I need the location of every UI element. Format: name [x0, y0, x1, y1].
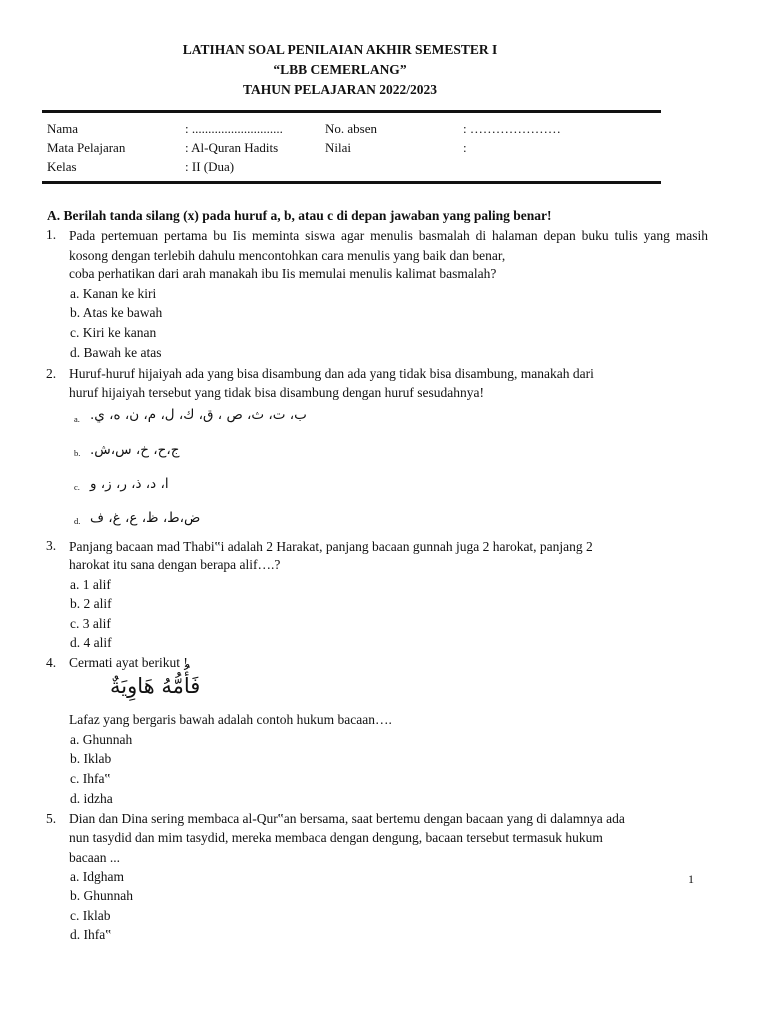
- q3-option-d: d. 4 alif: [70, 635, 112, 650]
- q2-option-d-letter: d.: [74, 516, 81, 526]
- q4-ayat-arabic: فَأُمُّهُ هَاوِيَةٌ: [110, 674, 201, 698]
- q3-option-a: a. 1 alif: [70, 577, 111, 592]
- q4-option-d: d. idzha: [70, 791, 113, 806]
- section-a-instruction: A. Berilah tanda silang (x) pada huruf a, b, atau c di depan jawaban yang paling benar!: [47, 208, 552, 223]
- header-divider-bottom: [42, 181, 661, 184]
- nilai-field: :: [463, 140, 467, 155]
- exam-title: LATIHAN SOAL PENILAIAN AKHIR SEMESTER I: [182, 42, 498, 57]
- q4-option-a: a. Ghunnah: [70, 732, 133, 747]
- kelas-value: : II (Dua): [185, 159, 235, 174]
- q1-option-c: c. Kiri ke kanan: [70, 325, 157, 340]
- absen-label: No. absen: [325, 121, 377, 136]
- q4-number: 4.: [46, 655, 57, 670]
- q2-text-line1: Huruf-huruf hijaiyah ada yang bisa disambung dan ada yang tidak bisa disambung, manakah dari: [69, 366, 594, 381]
- q3-text-line2: harokat itu sana dengan berapa alif….?: [69, 557, 281, 572]
- q5-text-line1: Dian dan Dina sering membaca al-Qur‟an bersama, saat bertemu dengan bacaan yang di dalamnya ada: [69, 811, 625, 826]
- nilai-label: Nilai: [325, 140, 351, 155]
- q2-option-c-letter: c.: [74, 482, 80, 492]
- absen-field: : …………………: [463, 121, 561, 136]
- q2-option-d-arabic: ض،ط، ظ، ع، غ، ف: [90, 510, 201, 526]
- q2-option-a-arabic: ب، ت، ث، ص ، ق، ك، ل، م، ن، ه، ي.: [90, 407, 307, 423]
- academic-year: TAHUN PELAJARAN 2022/2023: [242, 82, 437, 97]
- q1-text: Pada pertemuan pertama bu Iis meminta siswa agar menulis basmalah di halaman depan buku tulis yang masih kosong dengan terlebih dahulu mencontohkan cara menulis yang baik dan benar,: [69, 228, 708, 263]
- q5-text-line2: nun tasydid dan mim tasydid, mereka membaca dengan dengung, bacaan tersebut termasuk hukum: [69, 830, 603, 845]
- mapel-value: : Al-Quran Hadits: [185, 140, 279, 155]
- institution-name: “LBB CEMERLANG”: [273, 62, 407, 77]
- q3-option-c: c. 3 alif: [70, 616, 111, 631]
- q2-option-b-arabic: ج،ح، خ، س،ش.: [90, 442, 180, 458]
- q3-text-line1: Panjang bacaan mad Thabi‟i adalah 2 Harakat, panjang bacaan gunnah juga 2 harokat, panjang 2: [69, 539, 593, 554]
- page-number: 1: [688, 872, 694, 886]
- q5-option-c: c. Iklab: [70, 908, 111, 923]
- q2-text-line2: huruf hijaiyah tersebut yang tidak bisa disambung dengan huruf sesudahnya!: [69, 385, 485, 400]
- q3-option-b: b. 2 alif: [70, 596, 112, 611]
- kelas-label: Kelas: [47, 159, 77, 174]
- q5-option-a: a. Idgham: [70, 869, 124, 884]
- q4-option-c: c. Ihfa‟: [70, 771, 111, 786]
- q5-option-d: d. Ihfa‟: [70, 927, 112, 942]
- q4-text-line1: Cermati ayat berikut !: [69, 655, 188, 670]
- q1-text-last: coba perhatikan dari arah manakah ibu Iis memulai menulis kalimat basmalah?: [69, 266, 497, 281]
- q4-text-line2: Lafaz yang bergaris bawah adalah contoh hukum bacaan….: [69, 712, 392, 727]
- q4-option-b: b. Iklab: [70, 751, 112, 766]
- q2-option-a-letter: a.: [74, 414, 80, 424]
- header-divider-top: [42, 110, 661, 113]
- q5-number: 5.: [46, 811, 57, 826]
- nama-label: Nama: [47, 121, 79, 136]
- q5-text-line3: bacaan ...: [69, 850, 120, 865]
- q1-option-d: d. Bawah ke atas: [70, 345, 162, 360]
- q1-number: 1.: [46, 227, 57, 242]
- q3-number: 3.: [46, 538, 57, 553]
- q5-option-b: b. Ghunnah: [70, 888, 133, 903]
- q2-number: 2.: [46, 366, 57, 381]
- mapel-label: Mata Pelajaran: [47, 140, 126, 155]
- q2-option-c-arabic: ا، د، ذ، ر، ز، و: [90, 476, 169, 492]
- q2-option-b-letter: b.: [74, 448, 81, 458]
- nama-field: : ............................: [185, 121, 283, 136]
- q1-option-a: a. Kanan ke kiri: [70, 286, 157, 301]
- q1-option-b: b. Atas ke bawah: [70, 305, 163, 320]
